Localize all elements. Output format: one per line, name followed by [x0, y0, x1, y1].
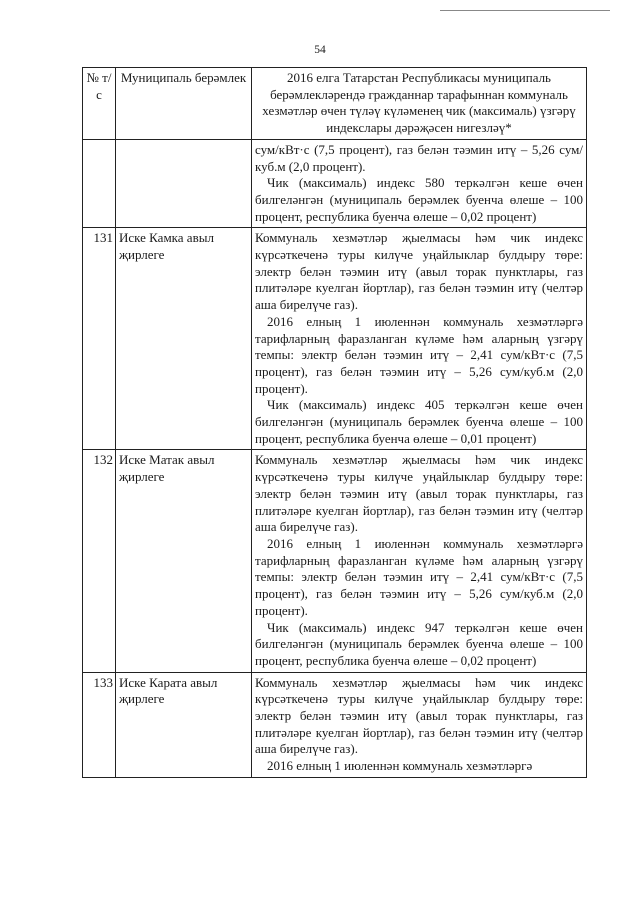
row-municipality: Иске Матак авыл җирлеге — [116, 450, 252, 672]
cell-number — [83, 139, 116, 228]
top-rule — [440, 10, 610, 11]
row-description — [252, 450, 587, 672]
index-table — [82, 67, 587, 778]
paragraph-limit-index: Чик (максималь) индекс 947 теркәлгән кеше өчен билгеләнгән (муниципаль берәмлек буенча өлеше – 100 процент, республика буенча өлеше – 0,02 процент) — [255, 619, 583, 668]
paragraph-tariffs: 2016 елның 1 июленнән коммуналь хезмәтләргә — [267, 758, 533, 774]
row-number: 131 — [83, 228, 116, 450]
table-row — [83, 450, 587, 672]
paragraph-limit-index: Чик (максималь) индекс 405 теркәлгән кеше өчен билгеләнгән (муниципаль берәмлек буенча өлеше – 100 процент, республика буенча өлеше – 0,01 процент) — [255, 397, 583, 446]
paragraph-tariffs: 2016 елның 1 июленнән коммуналь хезмәтләргә тарифларның фаразланган күләме һәм аларның үзгәрү темпы: электр белән тәэмин итү – 2,41 сум/кВт·с (7,5 процент), газ белән тәэмин итү – 5,26 сум/куб.м (2,0 процент). — [255, 313, 583, 396]
continuation-paragraph-1: сум/кВт·с (7,5 процент), газ белән тәэмин итү – 5,26 сум/куб.м (2,0 процент). — [255, 141, 583, 174]
table-row — [83, 672, 587, 777]
paragraph-tariffs: 2016 елның 1 июленнән коммуналь хезмәтләргә тарифларның фаразланган күләме һәм аларның үзгәрү темпы: электр белән тәэмин итү – 2,41 сум/кВт·с (7,5 процент), газ белән тәэмин итү – 5,26 сум/куб.м (2,0 процент). — [255, 535, 583, 618]
table-header-row — [83, 68, 587, 140]
row-description — [252, 672, 587, 777]
row-municipality: Иске Камка авыл җирлеге — [116, 228, 252, 450]
paragraph-services: Коммуналь хезмәтләр җыелмасы һәм чик индекс күрсәткеченә туры килүче уңайлыклар булдыру төре: электр белән тәэмин итү (авыл торак пунктлары, газ плитәләре куелган йортлар), газ белән тәэмин итү (челтәр аша бирелүче газ). — [255, 674, 583, 757]
row-municipality: Иске Карата авыл җирлеге — [116, 672, 252, 777]
page-number: 54 — [314, 44, 326, 56]
cell-name — [116, 139, 252, 228]
table-row-continuation — [83, 139, 587, 228]
table-row — [83, 228, 587, 450]
row-number: 132 — [83, 450, 116, 672]
header-number: № т/с — [83, 68, 116, 140]
cell-description — [252, 139, 587, 228]
paragraph-services: Коммуналь хезмәтләр җыелмасы һәм чик индекс күрсәткеченә туры килүче уңайлыклар булдыру төре: электр белән тәэмин итү (авыл торак пунктлары, газ плитәләре куелган йортлар), газ белән тәэмин итү (челтәр аша бирелүче газ). — [255, 230, 583, 313]
row-number: 133 — [83, 672, 116, 777]
continuation-paragraph-2: Чик (максималь) индекс 580 теркәлгән кеше өчен билгеләнгән (муниципаль берәмлек буенча өлеше – 100 процент, республика буенча өлеше – 0,02 процент) — [255, 175, 583, 224]
paragraph-services: Коммуналь хезмәтләр җыелмасы һәм чик индекс күрсәткеченә туры килүче уңайлыклар булдыру төре: электр белән тәэмин итү (авыл торак пунктлары, газ плитәләре куелган йортлар), газ белән тәэмин итү (челтәр аша бирелүче газ). — [255, 452, 583, 535]
header-description: 2016 елга Татарстан Республикасы муниципаль берәмлекләрендә гражданнар тарафыннан коммуналь хезмәтләр өчен түләү күләменең чик (максималь) үзгәрү индекслары дәрәҗәсен нигезләү* — [252, 68, 587, 140]
header-municipality: Муниципаль берәмлек — [116, 68, 252, 140]
row-description — [252, 228, 587, 450]
